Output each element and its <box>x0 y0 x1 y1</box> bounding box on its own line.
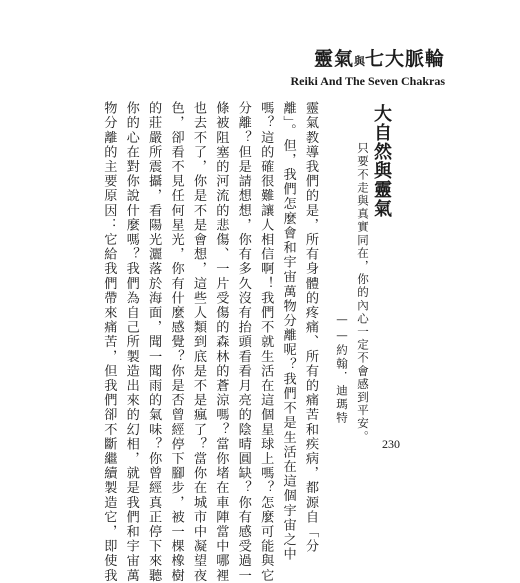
book-title-part2: 七大脈輪 <box>364 48 445 70</box>
body-line: 離」。但，我們怎麼會和宇宙萬物分離呢？我們不是生活在這個宇宙之中 <box>280 101 296 562</box>
body-text <box>97 101 321 583</box>
running-header <box>291 44 445 89</box>
body-line: 色，卻看不見任何星光，你有什麼感覺？你是否曾經停下腳步，被一棵橡樹 <box>168 101 184 583</box>
page-number: 230 <box>382 437 400 451</box>
book-subtitle: Reiki And The Seven Chakras <box>290 74 445 88</box>
body-line: 也去不了，你是不是會想，這些人類到底是不是瘋了？當你在城市中凝望夜 <box>190 101 206 583</box>
body-line: 你的心在對你說什麼嗎？我們為自己所製造出來的幻相，就是我們和宇宙萬 <box>123 101 139 583</box>
body-line: 分離？但是請想想，你有多久沒有抬頭看看月亮的陰晴圓缺？你有感受過一 <box>235 101 251 583</box>
body-line: 條被阻塞的河流的悲傷、一片受傷的森林的蒼涼嗎？當你堵在車陣當中哪裡 <box>213 101 229 583</box>
book-title <box>291 44 445 71</box>
epigraph-quote: 只要不走與真實同在，你的內心一定不會感到平安。 <box>356 142 370 444</box>
section-title: 大自然與靈氣 <box>371 104 392 218</box>
book-title-part1: 靈氣 <box>313 48 354 70</box>
epigraph-attribution: ——約翰．迪瑪特 <box>335 312 349 425</box>
body-line: 物分離的主要原因：它給我們帶來痛苦，但我們卻不斷繼續製造它，即使我 <box>101 101 117 583</box>
body-line: 的莊嚴所震攝，看陽光灑落於海面，聞一聞雨的氣味？你曾經真正停下來聽 <box>146 101 162 583</box>
book-title-connector: 與 <box>353 55 365 68</box>
body-line: 嗎？這的確很難讓人相信啊！我們不就生活在這個星球上嗎？怎麼可能與它 <box>258 101 274 583</box>
body-line: 靈氣教導我們的是，所有身體的疼痛、所有的痛苦和疾病，都源自「分 <box>303 101 318 554</box>
